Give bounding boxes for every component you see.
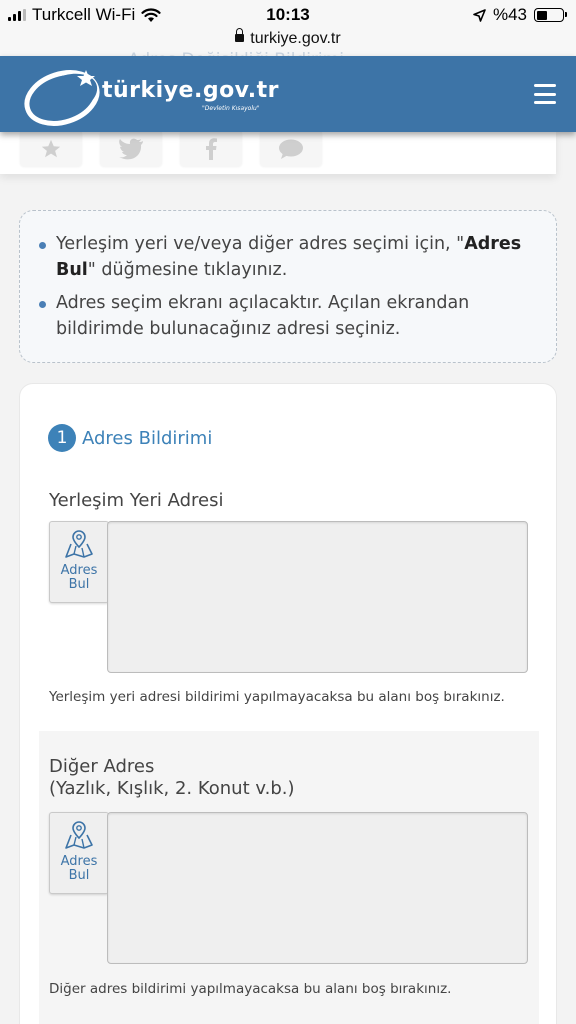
residence-address-hint: Yerleşim yeri adresi bildirimi yapılmayacaksa bu alanı boş bırakınız.: [49, 689, 505, 705]
url-text: turkiye.gov.tr: [250, 30, 341, 47]
logo-tagline: "Devletin Kısayolu": [202, 105, 260, 112]
other-address-hint: Diğer adres bildirimi yapılmayacaksa bu alanı boş bırakınız.: [49, 981, 452, 997]
other-address-label: Diğer Adres (Yazlık, Kışlık, 2. Konut v.b.): [49, 756, 295, 799]
step-number: 1: [48, 424, 76, 452]
carrier-label: Turkcell Wi-Fi: [32, 5, 136, 24]
location-arrow-icon: [473, 9, 486, 22]
residence-address-label: Yerleşim Yeri Adresi: [49, 490, 224, 511]
address-form-card: [19, 383, 557, 1024]
other-find-address-button[interactable]: Adres Bul: [49, 812, 109, 894]
logo-text: türkiye.gov.tr: [102, 78, 279, 103]
info-item: Yerleşim yeri ve/veya diğer adres seçimi için, "Adres Bul" düğmesine tıklayınız.: [56, 231, 534, 283]
share-toolbar: [0, 132, 556, 174]
info-item: Adres seçim ekranı açılacaktır. Açılan ekrandan bildirimde bulunacağınız adresi seçiniz.: [56, 290, 534, 342]
info-list: [56, 231, 534, 342]
status-right: [473, 5, 564, 25]
star-icon: [40, 138, 62, 160]
facebook-icon: [205, 138, 217, 160]
status-bar: [0, 0, 576, 30]
facebook-share-button[interactable]: [180, 132, 242, 166]
hamburger-icon[interactable]: [534, 84, 556, 104]
lock-icon: [235, 34, 244, 42]
site-header: [0, 56, 576, 132]
step-title: Adres Bildirimi: [82, 427, 213, 449]
crescent-star-icon: [22, 64, 112, 126]
info-bold: Adres Bul: [56, 234, 522, 280]
other-address-field[interactable]: [107, 812, 528, 964]
map-pin-icon: [63, 528, 95, 560]
twitter-icon: [118, 138, 144, 160]
info-box: [19, 210, 557, 363]
status-time: 10:13: [266, 5, 310, 24]
battery-percent: %43: [492, 5, 527, 24]
residence-find-address-button[interactable]: Adres Bul: [49, 521, 109, 603]
step-header: [48, 424, 212, 452]
twitter-share-button[interactable]: [100, 132, 162, 166]
comment-icon: [278, 138, 304, 160]
map-pin-icon: [63, 819, 95, 851]
residence-address-field[interactable]: [107, 521, 528, 673]
site-logo[interactable]: [22, 64, 292, 126]
battery-icon: [534, 8, 564, 22]
favorite-button[interactable]: [20, 132, 82, 166]
comment-button[interactable]: [260, 132, 322, 166]
